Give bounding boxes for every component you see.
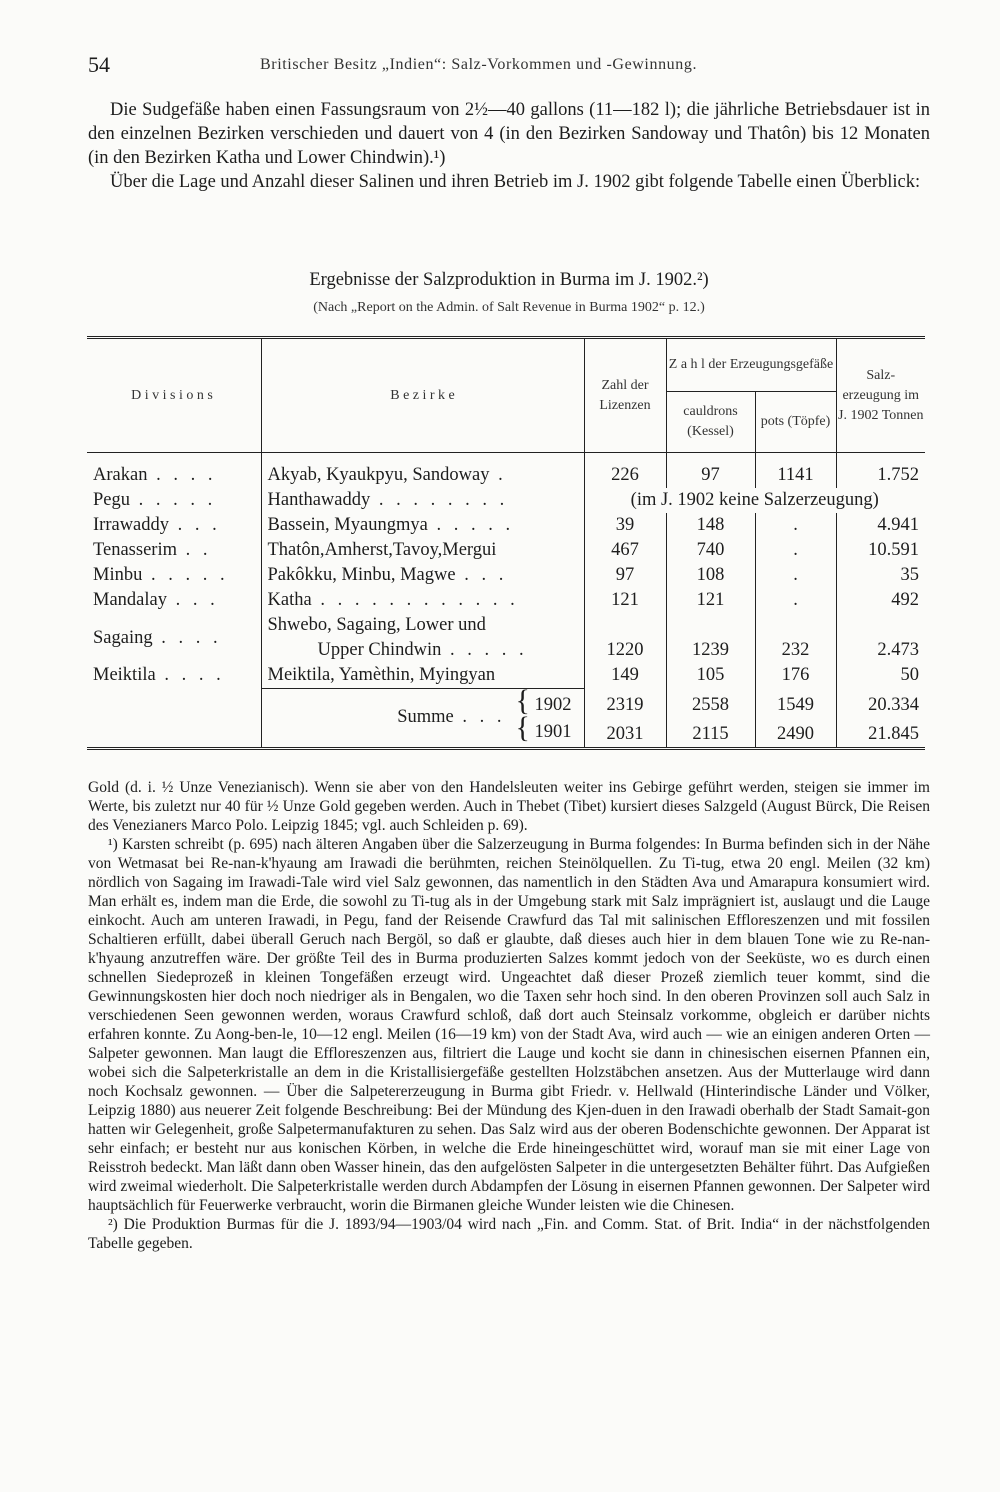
summe-1902-salz: 20.334: [836, 689, 925, 718]
header-gefaesse: Z a h l der Erzeugungsgefäße: [666, 338, 836, 392]
footnotes: [88, 778, 930, 1253]
division-cell: Mandalay . . .: [93, 590, 219, 610]
bezirke-cell: Katha . . . . . . . . . . . .: [261, 588, 584, 613]
footnote-2: ²) Die Produktion Burmas für die J. 1893/94—1903/04 wird nach „Fin. and Comm. Stat. of Brit. India“ in der nächstfolgenden Tabelle gegeben.: [88, 1216, 930, 1252]
pots-cell: 1141: [755, 453, 836, 489]
summe-years: [515, 683, 572, 745]
summe-1902-cauldrons: 2558: [666, 689, 755, 718]
table-row: [87, 663, 925, 689]
cauldrons-cell: 105: [666, 663, 755, 689]
bezirke-cell: Thatôn,Amherst,Tavoy,Mergui: [261, 538, 584, 563]
pots-cell: .: [755, 588, 836, 613]
salz-cell: 2.473: [836, 613, 925, 663]
lizenzen-cell: 467: [584, 538, 666, 563]
cauldrons-cell: 121: [666, 588, 755, 613]
cauldrons-cell: 740: [666, 538, 755, 563]
intro-text: [88, 98, 930, 194]
pots-cell: .: [755, 538, 836, 563]
table-row: [87, 488, 925, 513]
summe-1901-lizenzen: 2031: [584, 718, 666, 749]
intro-paragraph-2: Über die Lage und Anzahl dieser Salinen und ihren Betrieb im J. 1902 gibt folgende Tabelle einen Überblick:: [110, 172, 921, 192]
cauldrons-cell: 97: [666, 453, 755, 489]
summe-year-1902: { 1902: [515, 683, 572, 717]
table-row: [87, 588, 925, 613]
lizenzen-cell: 226: [584, 453, 666, 489]
bezirke-cell: Hanthawaddy . . . . . . . .: [261, 488, 584, 513]
summe-year-1901: { 1901: [515, 710, 572, 744]
lizenzen-cell: 149: [584, 663, 666, 689]
division-cell: Meiktila . . . .: [93, 665, 225, 686]
salz-cell: 35: [836, 563, 925, 588]
division-cell: Pegu . . . . .: [93, 490, 217, 510]
cauldrons-cell: 148: [666, 513, 755, 538]
page-number: 54: [88, 52, 110, 77]
pots-cell: 232: [755, 613, 836, 663]
salz-cell: 50: [836, 663, 925, 689]
summe-label-cell: [261, 683, 584, 749]
lizenzen-cell: 39: [584, 513, 666, 538]
bezirke-cell: Akyab, Kyaukpyu, Sandoway .: [261, 453, 584, 489]
pots-cell: .: [755, 563, 836, 588]
bezirke-line-2: Upper Chindwin . . . . .: [317, 640, 528, 660]
lizenzen-cell: 1220: [584, 613, 666, 663]
summe-1901-cauldrons: 2115: [666, 718, 755, 749]
summe-1901-salz: 21.845: [836, 718, 925, 749]
division-cell: Irrawaddy . . .: [93, 515, 221, 535]
salz-cell: 1.752: [836, 453, 925, 489]
table-source: (Nach „Report on the Admin. of Salt Revenue in Burma 1902“ p. 12.): [313, 300, 705, 315]
table-row: [87, 453, 925, 489]
salz-cell: 4.941: [836, 513, 925, 538]
bezirke-cell: [261, 613, 584, 663]
header-lizenzen: Zahl der Lizenzen: [584, 338, 666, 453]
salz-cell: 492: [836, 588, 925, 613]
summe-label: Summe . . .: [397, 707, 506, 728]
page-header: [88, 52, 928, 82]
header-cauldrons: cauldrons (Kessel): [666, 392, 755, 453]
division-cell: Minbu . . . . .: [93, 565, 229, 585]
table-row: [87, 513, 925, 538]
header-bezirke: B e z i r k e: [261, 338, 584, 453]
bezirke-cell: Pakôkku, Minbu, Magwe . . .: [261, 563, 584, 588]
pots-cell: 176: [755, 663, 836, 689]
bezirke-cell: Bassein, Myaungmya . . . . .: [261, 513, 584, 538]
summe-1902-lizenzen: 2319: [584, 689, 666, 718]
salz-cell: 10.591: [836, 538, 925, 563]
division-cell: Arakan . . . .: [93, 465, 217, 485]
summe-row-1902: [87, 689, 925, 718]
header-pots: pots (Töpfe): [755, 392, 836, 453]
division-cell: Tenasserim . .: [93, 540, 212, 560]
table-row: [87, 563, 925, 588]
running-head: Britischer Besitz „Indien“: Salz-Vorkommen und -Gewinnung.: [260, 56, 698, 73]
table-row: [87, 538, 925, 563]
lizenzen-cell: 97: [584, 563, 666, 588]
pots-cell: .: [755, 513, 836, 538]
no-production-note: (im J. 1902 keine Salzerzeugung): [584, 488, 925, 513]
footnote-1: ¹) Karsten schreibt (p. 695) nach älteren Angaben über die Salzerzeugung in Burma folgendes: In Burma befinden sich in der Nähe von Wetmasat bei Re-nan-k'hyaung am Irawadi die berühmten, reichen Steinölquellen. Zu Ti-tug, etwa 20 engl. Meilen (32 km) nördlich von Sagaing im Irawadi-Tale wird viel Salz gewonnen, das namentlich in den Städten Ava und Amarapura konsumiert wird. Man erhält es, indem man die Erde, die sowohl zu Ti-tug als in der Umgebung stark mit Salz imprägniert ist, auslaugt und die Lauge einkocht. Auch am unteren Irawadi, in Pegu, fand der Reisende Crawfurd das Tal mit salinischen Effloreszenzen und mit fossilen Schaltieren erfüllt, dabei überall Geruch nach Bergöl, so daß er glaubte, daß dieses auch hier in dem blauen Tone wie zu Re-nan-k'hyaung anzutreffen wäre. Der größte Teil des in Burma produzierten Salzes kommt jedoch von der Seeküste, wo es durch einen schnellen Siedeprozeß in kleinen Tongefäßen erzeugt wird. Ungeachtet daß dieser Prozeß ziemlich teuer kommt, sind die Gewinnungskosten hier doch noch niedriger als in Bengalen, wo die Taxen sehr hoch sind. In den oberen Provinzen soll auch Salz in verschiedenen Seen gewonnen werden, woraus Crawfurd schloß, daß dort auch Steinsalz vorkomme, obgleich er darüber nichts erfahren konnte. Zu Aong-ben-le, 10—12 engl. Meilen (16—19 km) von der Stadt Ava, wird auch — wie an einigen anderen Orten — Salpeter gewonnen. Man laugt die Effloreszenzen aus, filtriert die Lauge und kocht sie dann in chinesischen eisernen Pfannen ein, wobei sich die Salpeterkristalle an dem in die Kristallisiergefäße gestellten Holzstäbchen ansetzen. Aus der Mutterlauge wird dann noch Kochsalz gewonnen. — Über die Salpetererzeugung in Burma gibt Friedr. v. Hellwald (Hinterindische Länder und Völker, Leipzig 1880) aus neuerer Zeit folgende Beschreibung: Bei der Mündung des Kjen-duen in den Irawadi oberhalb der Stadt Samait-gon hatten wir Gelegenheit, große Salpetermanufakturen zu sehen. Das Salz wird aus der oberen Bodenschichte gewonnen. Der Apparat ist sehr einfach; er besteht nur aus konischen Körben, in welche die Erde hineingeschüttet wird, worauf man sie mit einer Lage von Reisstroh bedeckt. Man läßt dann oben Wasser hinein, das den aufgelösten Salpeter in die untergesetzten Behälter führt. Das Aufgießen wird zweimal wiederholt. Die Salpeterkristalle werden durch Abdampfen der Lösung in eisernen Pfannen gewonnen. Der Salpeter wird hauptsächlich für Feuerwerke verbraucht, worin die Birmanen gleiche Wunder leisten wie die Chinesen.: [88, 836, 930, 1214]
bezirke-line-1: Shwebo, Sagaing, Lower und: [267, 615, 486, 635]
lizenzen-cell: 121: [584, 588, 666, 613]
table-row: [87, 613, 925, 663]
header-divisions: Divisions: [87, 338, 261, 453]
salt-production-table: [87, 336, 925, 750]
footnote-continuation: Gold (d. i. ½ Unze Venezianisch). Wenn sie aber von den Handelsleuten weiter ins Gebirge geführt werden, steigen sie immer im Werte, bis zuletzt nur 40 für ½ Unze Gold gegeben werden. Auch in Thebet (Tibet) kursiert dieses Salzgeld (August Bürck, Die Reisen des Venezianers Marco Polo. Leipzig 1845; vgl. auch Schleiden p. 69).: [88, 779, 930, 834]
bezirke-cell: Meiktila, Yamèthin, Myingyan: [261, 663, 584, 689]
header-salzerzeugung: Salz-erzeugung im J. 1902 Tonnen: [836, 338, 925, 453]
summe-1901-pots: 2490: [755, 718, 836, 749]
cauldrons-cell: 1239: [666, 613, 755, 663]
cauldrons-cell: 108: [666, 563, 755, 588]
intro-paragraph-1: Die Sudgefäße haben einen Fassungsraum von 2½—40 gallons (11—182 l); die jährliche Betriebsdauer ist in den einzelnen Bezirken verschieden und dauert von 4 (in den Bezirken Sandoway und Thatôn) bis 12 Monaten (in den Bezirken Katha und Lower Chindwin).¹): [88, 100, 930, 168]
table-title: Ergebnisse der Salzproduktion in Burma im J. 1902.²): [309, 270, 709, 290]
division-cell: Sagaing . . . .: [93, 627, 222, 648]
summe-1902-pots: 1549: [755, 689, 836, 718]
